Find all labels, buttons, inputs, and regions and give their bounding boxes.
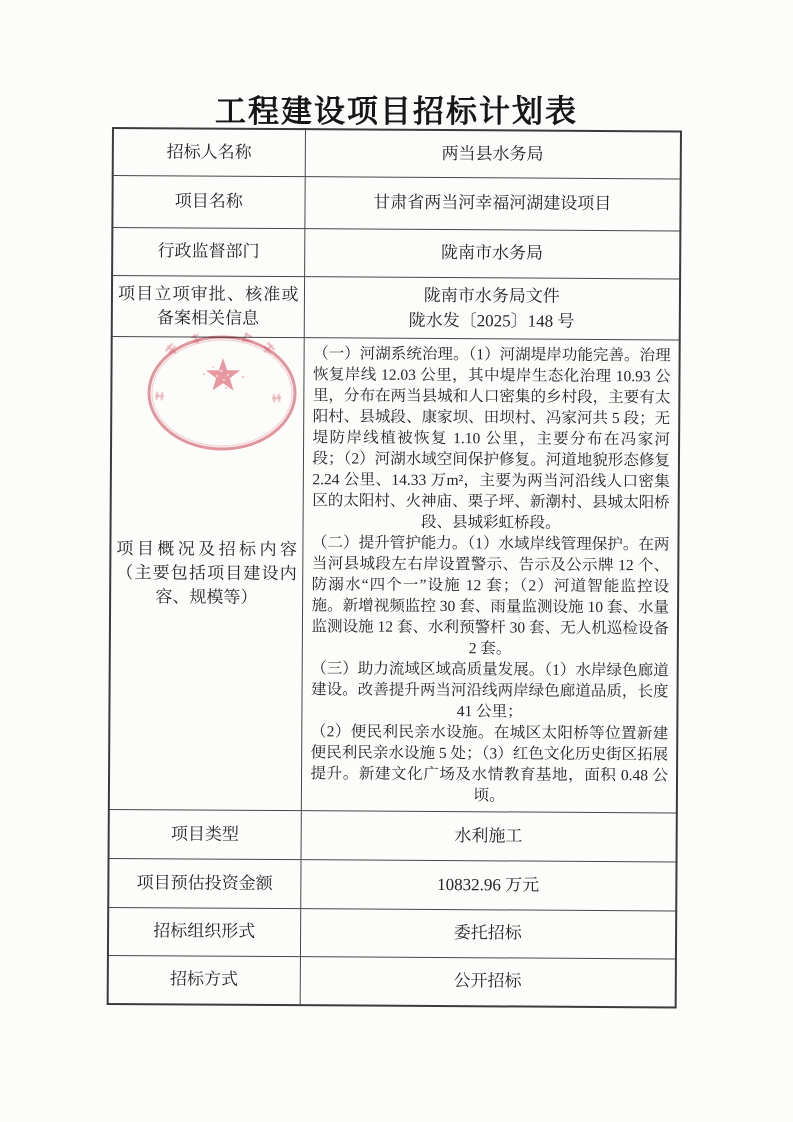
table-row bbox=[108, 907, 676, 958]
approval-doc-source: 陇南市水务局文件 bbox=[423, 285, 560, 306]
label-supervision-dept: 行政监督部门 bbox=[112, 227, 304, 276]
value-project-name: 甘肃省两当河幸福河湖建设项目 bbox=[304, 176, 680, 230]
value-estimated-investment: 10832.96 万元 bbox=[300, 859, 676, 910]
label-tender-organization-form: 招标组织形式 bbox=[108, 907, 300, 956]
value-tenderer-name: 两当县水务局 bbox=[305, 129, 681, 178]
table-row bbox=[112, 175, 680, 230]
value-approval-info bbox=[304, 276, 680, 339]
overview-paragraph-2: （二）提升管护能力。（1）水域岸线管理保护。在两当河县城段左右岸设置警示、告示及公示牌 12 个、防溺水“四个一”设施 12 套；（2）河道智能监控设施。新增视频监控 30 套、雨量监测设施 10 套、水量监测设施 12 套、水利预警杆 30 套、无人机巡检设备 2 套。 bbox=[311, 533, 670, 657]
table-row bbox=[113, 128, 681, 178]
overview-paragraph-4: （2）便民利民亲水设施。在城区太阳桥等位置新建便民利民亲水设施 5 处；（3）红色文化历史街区拓展提升。新建文化广场及水情教育基地，面积 0.48 公顷。 bbox=[310, 722, 669, 804]
value-project-type: 水利施工 bbox=[301, 810, 677, 861]
tender-plan-table bbox=[107, 127, 682, 1008]
table-row bbox=[109, 336, 680, 812]
approval-doc-number: 陇水发〔2025〕148 号 bbox=[408, 310, 575, 331]
value-project-overview bbox=[301, 337, 680, 812]
label-estimated-investment: 项目预估投资金额 bbox=[108, 858, 300, 908]
label-approval-info: 项目立项审批、核准或备案相关信息 bbox=[112, 275, 304, 337]
table-row bbox=[108, 858, 676, 910]
value-tender-method: 公开招标 bbox=[300, 956, 676, 1007]
value-tender-organization-form: 委托招标 bbox=[300, 908, 676, 958]
overview-paragraph-3: （三）助力流域区域高质量发展。（1）水岸绿色廊道建设。改善提升两当河沿线两岸绿色廊道品质，长度 41 公里； bbox=[311, 659, 669, 721]
table-row bbox=[109, 809, 677, 861]
table-row bbox=[108, 955, 676, 1007]
table-row bbox=[112, 275, 680, 339]
table-row bbox=[112, 227, 680, 278]
label-tenderer-name: 招标人名称 bbox=[113, 128, 305, 176]
value-supervision-dept: 陇南市水务局 bbox=[304, 228, 680, 278]
label-project-overview: 项目概况及招标内容（主要包括项目建设内容、规模等） bbox=[109, 336, 304, 810]
overview-paragraph-1: （一）河湖系统治理。（1）河湖堤岸功能完善。治理恢复岸线 12.03 公里，其中堤岸生态化治理 10.93 公里，分布在两当县城和人口密集的乡村段，主要有太阳村、县城段、康家坝、田坝村、冯家河共 5 段；无堤防岸线植被恢复 1.10 公里，主要分布在冯家河段；（2）河湖水域空间保护修复。河道地貌形态修复 2.24 公里、14.33 万m²，主要为两当河沿线人口密集区的太阳村、火神庙、栗子坪、新潮村、县城太阳桥段、县城彩虹桥段。 bbox=[312, 344, 671, 532]
label-tender-method: 招标方式 bbox=[108, 955, 300, 1005]
label-project-name: 项目名称 bbox=[112, 175, 304, 228]
label-project-type: 项目类型 bbox=[109, 809, 301, 859]
page-title: 工程建设项目招标计划表 bbox=[215, 94, 578, 129]
